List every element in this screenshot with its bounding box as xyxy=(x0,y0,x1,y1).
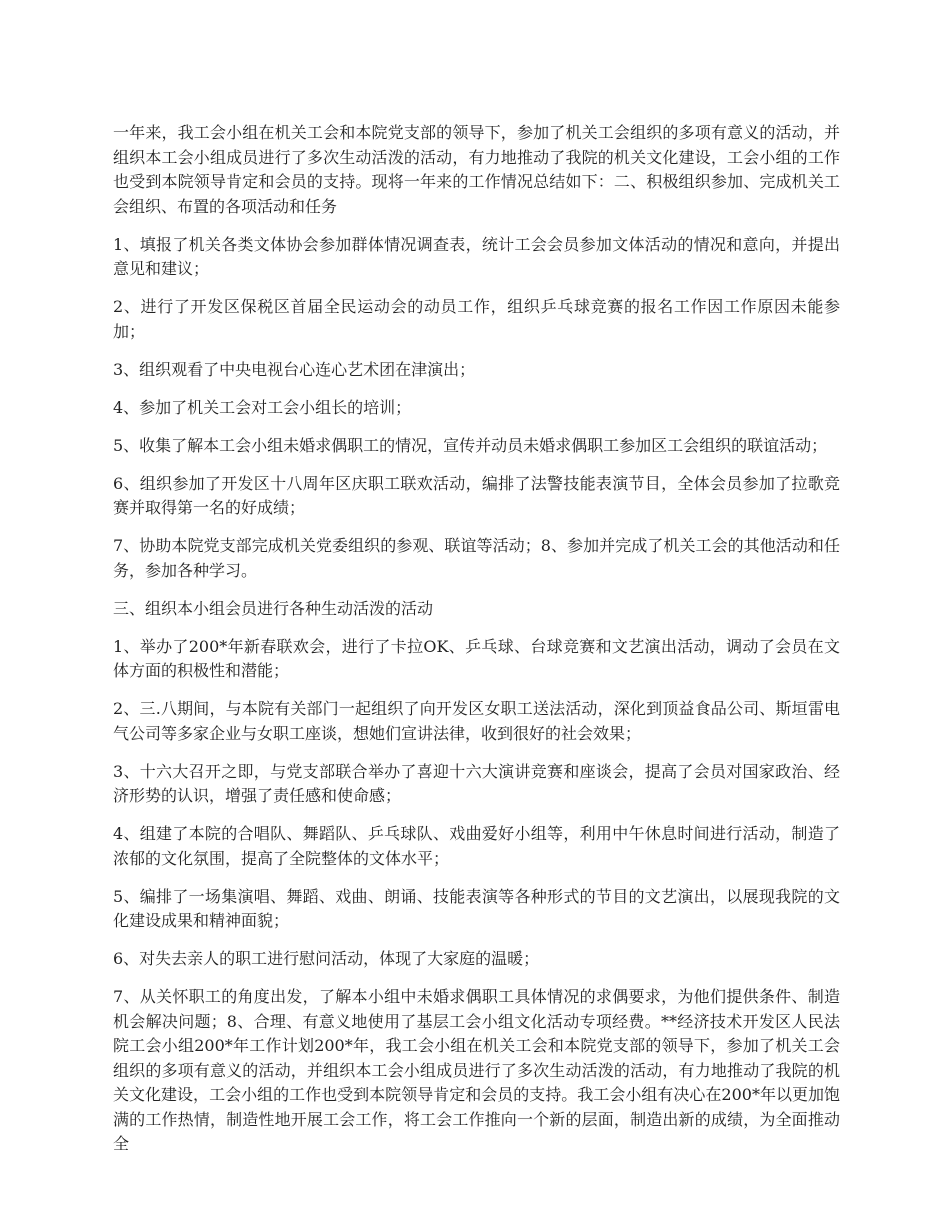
list-item: 4、组建了本院的合唱队、舞蹈队、乒乓球队、戏曲爱好小组等，利用中午休息时间进行活动，制造了浓郁的文化氛围，提高了全院整体的文体水平； xyxy=(113,824,840,868)
section-heading: 三、组织本小组会员进行各种生动活泼的活动 xyxy=(113,598,434,618)
list-item: 2、进行了开发区保税区首届全民运动会的动员工作，组织乒乓球竞赛的报名工作因工作原因未能参加； xyxy=(113,297,840,341)
list-item: 5、收集了解本工会小组未婚求偶职工的情况，宣传并动员未婚求偶职工参加区工会组织的联谊活动； xyxy=(113,435,828,455)
document-body xyxy=(113,121,840,1170)
list-item: 7、协助本院党支部完成机关党委组织的参观、联谊等活动；8、参加并完成了机关工会的其他活动和任务，参加各种学习。 xyxy=(113,536,840,580)
list-item: 5、编排了一场集演唱、舞蹈、戏曲、朗诵、技能表演等各种形式的节目的文艺演出，以展现我院的文化建设成果和精神面貌； xyxy=(113,886,840,930)
list-item: 7、从关怀职工的角度出发，了解本小组中未婚求偶职工具体情况的求偶要求，为他们提供条件、制造机会解决问题；8、合理、有意义地使用了基层工会小组文化活动专项经费。**经济技术开发区人民法院工会小组200*年工作计划200*年，我工会小组在机关工会和本院党支部的领导下，参加了机关工会组织的多项有意义的活动，并组织本工会小组成员进行了多次生动活泼的活动，有力地推动了我院的机关文化建设，工会小组的工作也受到本院领导肯定和会员的支持。我工会小组有决心在200*年以更加饱满的工作热情，制造性地开展工会工作，将工会工作推向一个新的层面，制造出新的成绩，为全面推动全 xyxy=(113,987,840,1153)
list-item: 2、三.八期间，与本院有关部门一起组织了向开发区女职工送法活动，深化到顶益食品公司、斯垣雷电气公司等多家企业与女职工座谈，想她们宣讲法律，收到很好的社会效果； xyxy=(113,699,840,743)
list-item: 1、填报了机关各类文体协会参加群体情况调查表，统计工会会员参加文体活动的情况和意向，并提出意见和建议； xyxy=(113,234,840,278)
list-item: 3、组织观看了中央电视台心连心艺术团在津演出； xyxy=(113,359,476,379)
list-item: 3、十六大召开之即，与党支部联合举办了喜迎十六大演讲竞赛和座谈会，提高了会员对国家政治、经济形势的认识，增强了责任感和使命感； xyxy=(113,761,840,805)
list-item: 6、组织参加了开发区十八周年区庆职工联欢活动，编排了法警技能表演节目，全体会员参加了拉歌竞赛并取得第一名的好成绩； xyxy=(113,473,840,517)
list-item: 4、参加了机关工会对工会小组长的培训； xyxy=(113,397,412,417)
list-item: 6、对失去亲人的职工进行慰问活动，体现了大家庭的温暖； xyxy=(113,949,540,968)
intro-paragraph: 一年来，我工会小组在机关工会和本院党支部的领导下，参加了机关工会组织的多项有意义的活动，并组织本工会小组成员进行了多次生动活泼的活动，有力地推动了我院的机关文化建设，工会小组的工作也受到本院领导肯定和会员的支持。现将一年来的工作情况总结如下：二、积极组织参加、完成机关工会组织、布置的各项活动和任务 xyxy=(113,123,840,216)
list-item: 1、举办了200*年新春联欢会，进行了卡拉OK、乒乓球、台球竞赛和文艺演出活动，调动了会员在文体方面的积极性和潜能； xyxy=(113,636,840,680)
